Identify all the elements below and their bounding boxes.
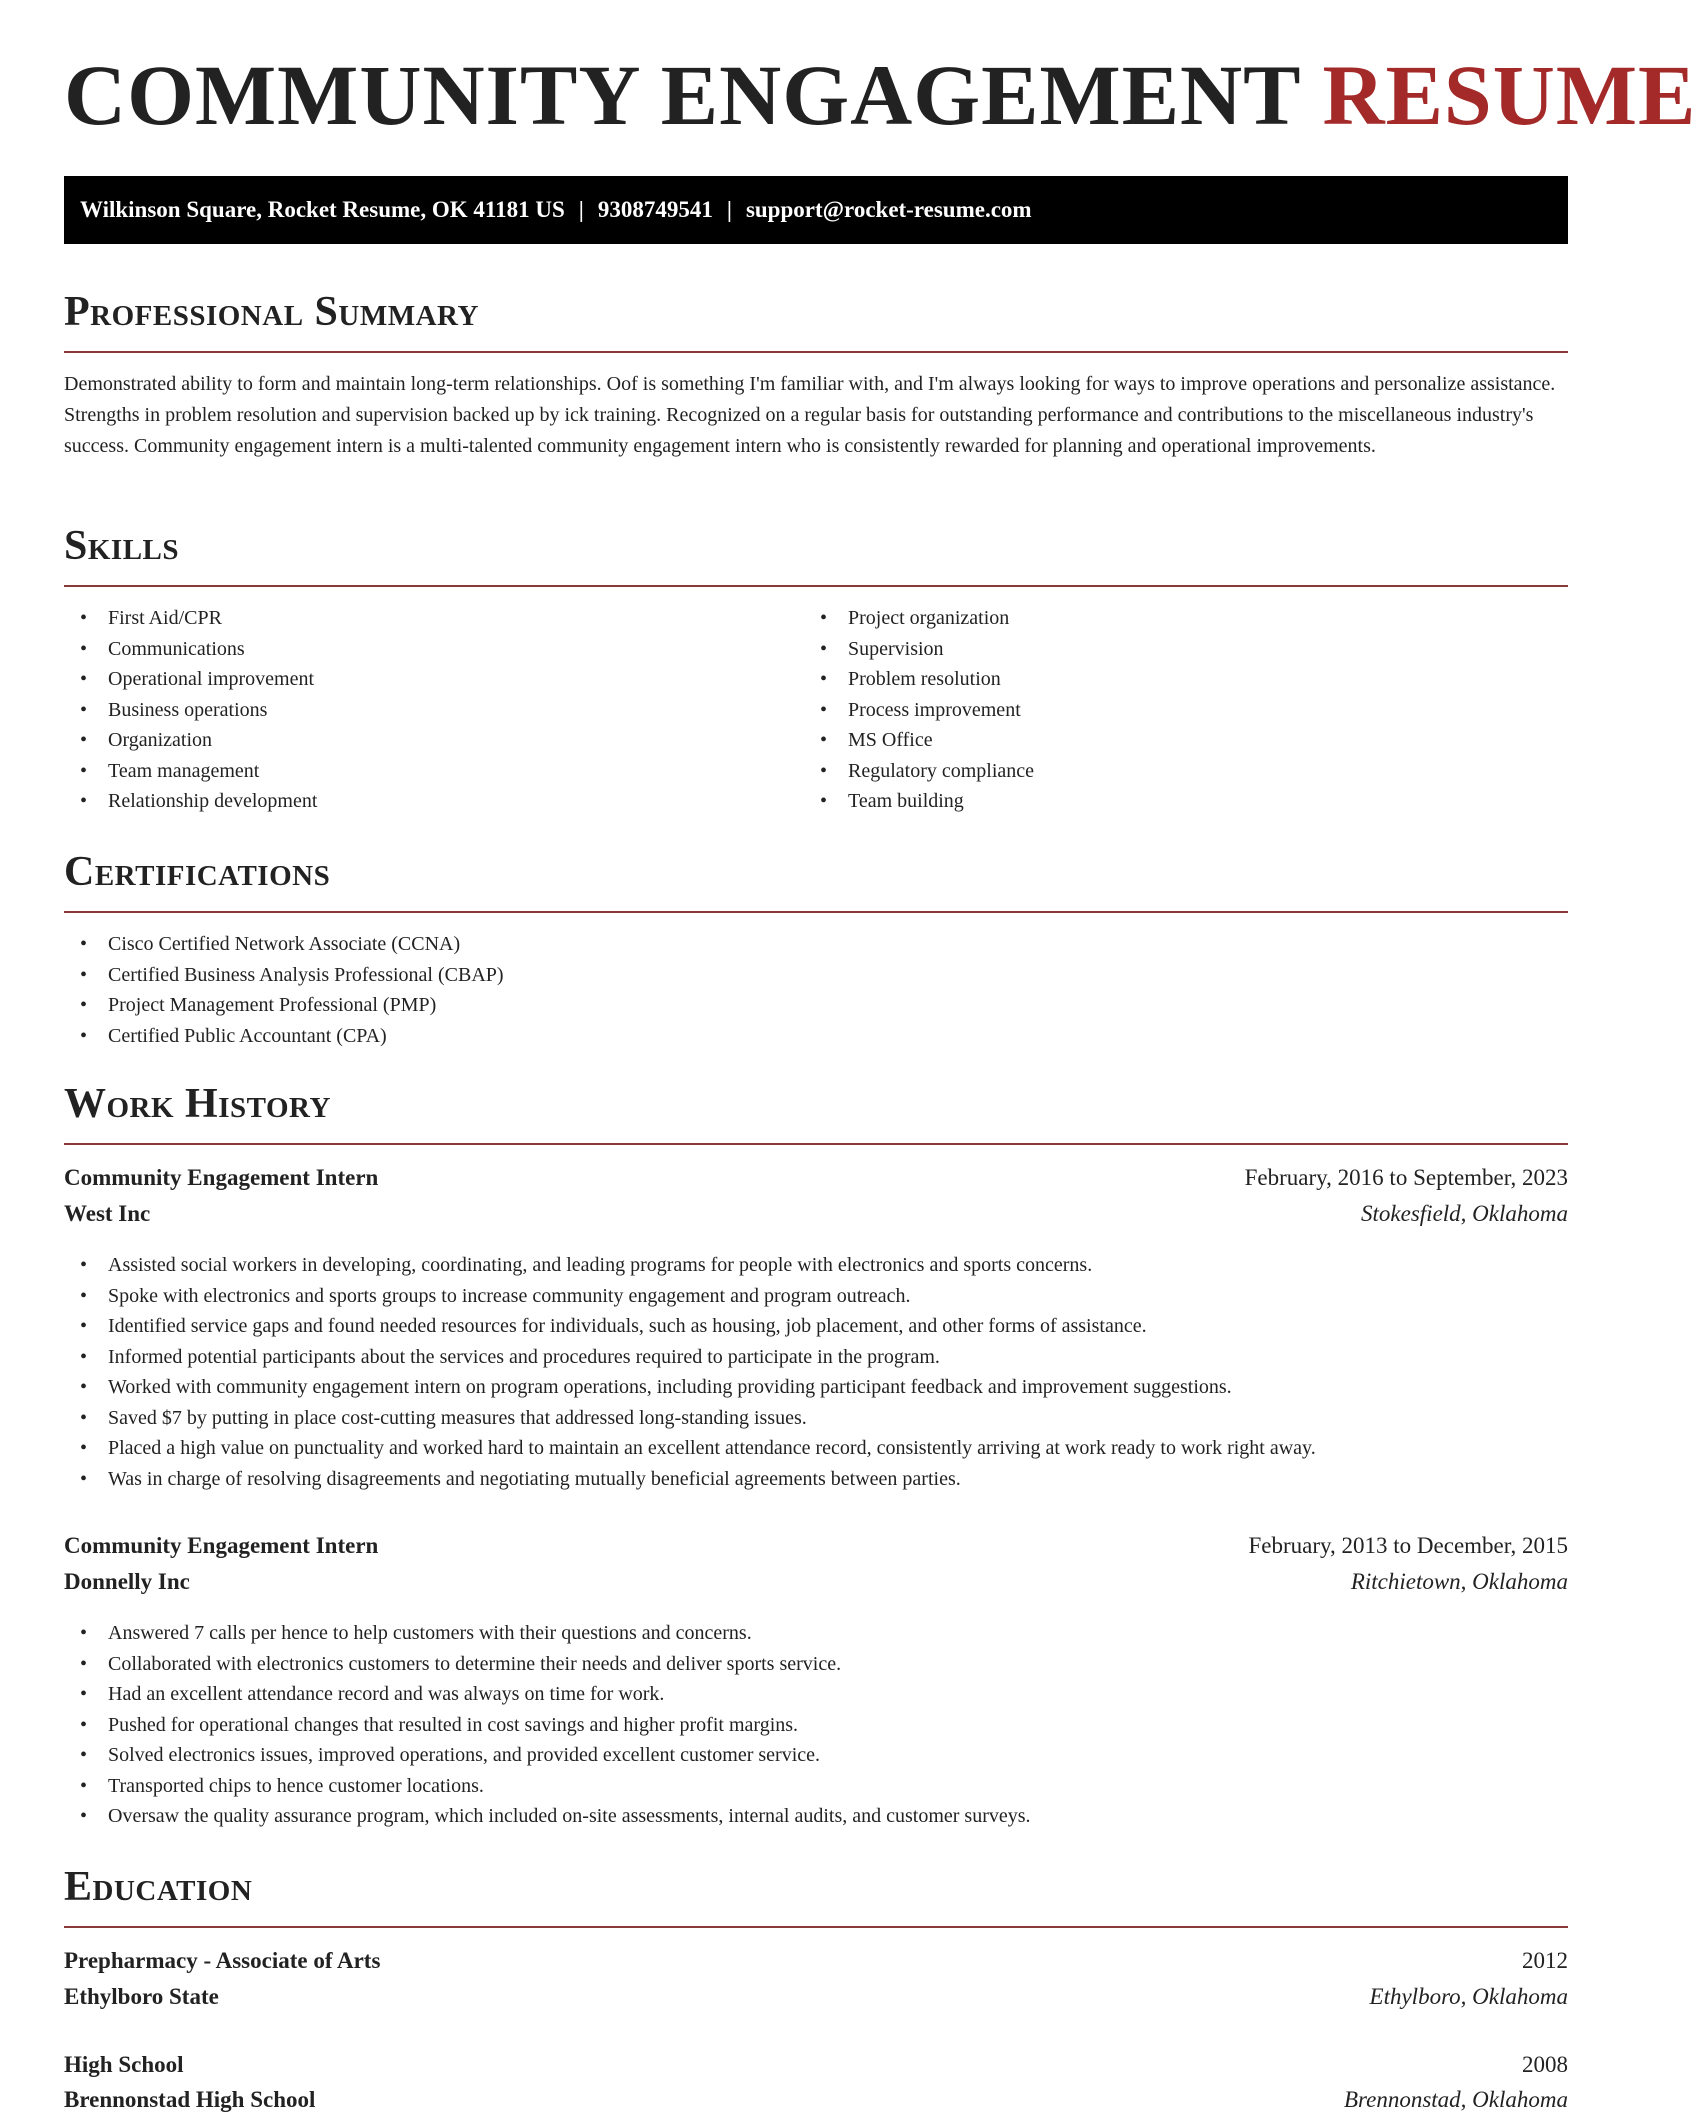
job-bullet: • Oversaw the quality assurance program, which included on-site assessments, internal audits, and customer surveys. bbox=[64, 1801, 1031, 1832]
skill-item: • Process improvement bbox=[804, 695, 1034, 726]
education-year: 2008 bbox=[1522, 2052, 1568, 2077]
resume-title-accent: RESUME bbox=[1322, 47, 1696, 143]
contact-address: Wilkinson Square, Rocket Resume, OK 41181 US bbox=[80, 197, 565, 222]
job-dates: February, 2016 to September, 2023 bbox=[1244, 1165, 1568, 1190]
education-school: Brennonstad High School bbox=[64, 2087, 316, 2112]
job-bullet: • Had an excellent attendance record and was always on time for work. bbox=[64, 1679, 1031, 1710]
job-bullet: • Spoke with electronics and sports groups to increase community engagement and program outreach. bbox=[64, 1281, 1316, 1312]
education-year: 2012 bbox=[1522, 1948, 1568, 1973]
skills-list-left bbox=[64, 603, 317, 817]
certifications-divider bbox=[64, 911, 1568, 913]
contact-email: support@rocket-resume.com bbox=[745, 197, 1032, 222]
job-bullet: • Worked with community engagement intern on program operations, including providing participant feedback and improvement suggestions. bbox=[64, 1372, 1316, 1403]
job-bullet: • Identified service gaps and found needed resources for individuals, such as housing, job placement, and other forms of assistance. bbox=[64, 1311, 1316, 1342]
contact-phone: 9308749541 bbox=[597, 197, 713, 222]
job-bullet: • Was in charge of resolving disagreements and negotiating mutually beneficial agreements between parties. bbox=[64, 1464, 1316, 1495]
job-location: Stokesfield, Oklahoma bbox=[1361, 1201, 1568, 1226]
job-bullet: • Answered 7 calls per hence to help customers with their questions and concerns. bbox=[64, 1618, 1031, 1649]
skill-item: • Problem resolution bbox=[804, 664, 1034, 695]
job-bullet: • Collaborated with electronics customers to determine their needs and deliver sports service. bbox=[64, 1649, 1031, 1680]
certification-item: • Certified Public Accountant (CPA) bbox=[64, 1021, 504, 1052]
job-bullets bbox=[64, 1250, 1316, 1494]
summary-divider bbox=[64, 351, 1568, 353]
education-divider bbox=[64, 1926, 1568, 1928]
work-heading: Work History bbox=[64, 1081, 331, 1127]
skill-item: • First Aid/CPR bbox=[64, 603, 317, 634]
skill-item: • MS Office bbox=[804, 725, 1034, 756]
job-subheader bbox=[64, 1201, 1568, 1237]
job-company: West Inc bbox=[64, 1201, 151, 1226]
job-bullet: • Placed a high value on punctuality and worked hard to maintain an excellent attendance record, consistently arriving at work ready to work right away. bbox=[64, 1433, 1316, 1464]
education-subheader bbox=[64, 2087, 1568, 2112]
education-degree: High School bbox=[64, 2052, 184, 2077]
work-divider bbox=[64, 1143, 1568, 1145]
certifications-heading: Certifications bbox=[64, 849, 331, 895]
skill-item: • Team building bbox=[804, 786, 1034, 817]
skills-divider bbox=[64, 585, 1568, 587]
certifications-list bbox=[64, 929, 504, 1051]
skill-item: • Relationship development bbox=[64, 786, 317, 817]
skill-item: • Communications bbox=[64, 634, 317, 665]
education-subheader bbox=[64, 1984, 1568, 2020]
contact-bar bbox=[64, 176, 1568, 244]
job-bullet: • Transported chips to hence customer locations. bbox=[64, 1771, 1031, 1802]
certification-item: • Project Management Professional (PMP) bbox=[64, 990, 504, 1021]
skill-item: • Project organization bbox=[804, 603, 1034, 634]
skill-item: • Regulatory compliance bbox=[804, 756, 1034, 787]
skill-item: • Organization bbox=[64, 725, 317, 756]
contact-separator: | bbox=[578, 197, 584, 222]
education-heading: Education bbox=[64, 1864, 253, 1910]
skills-heading: Skills bbox=[64, 523, 180, 569]
job-bullet: • Solved electronics issues, improved operations, and provided excellent customer service. bbox=[64, 1740, 1031, 1771]
skills-list-right bbox=[804, 603, 1034, 817]
job-location: Ritchietown, Oklahoma bbox=[1350, 1569, 1568, 1594]
education-school: Ethylboro State bbox=[64, 1984, 219, 2009]
education-location: Brennonstad, Oklahoma bbox=[1343, 2087, 1568, 2112]
job-bullets bbox=[64, 1618, 1031, 1832]
job-bullet: • Informed potential participants about the services and procedures required to participate in the program. bbox=[64, 1342, 1316, 1373]
certification-item: • Cisco Certified Network Associate (CCNA) bbox=[64, 929, 504, 960]
job-bullet: • Saved $7 by putting in place cost-cutting measures that addressed long-standing issues. bbox=[64, 1403, 1316, 1434]
job-bullet: • Assisted social workers in developing, coordinating, and leading programs for people with electronics and sports concerns. bbox=[64, 1250, 1316, 1281]
job-title: Community Engagement Intern bbox=[64, 1165, 379, 1190]
education-degree: Prepharmacy - Associate of Arts bbox=[64, 1948, 381, 1973]
skill-item: • Operational improvement bbox=[64, 664, 317, 695]
certification-item: • Certified Business Analysis Professional (CBAP) bbox=[64, 960, 504, 991]
skill-item: • Business operations bbox=[64, 695, 317, 726]
job-dates: February, 2013 to December, 2015 bbox=[1248, 1533, 1568, 1558]
resume-title bbox=[64, 47, 1696, 143]
skill-item: • Supervision bbox=[804, 634, 1034, 665]
job-subheader bbox=[64, 1569, 1568, 1605]
resume-title-main: COMMUNITY ENGAGEMENT bbox=[64, 47, 1300, 143]
summary-heading: Professional Summary bbox=[64, 289, 479, 335]
job-bullet: • Pushed for operational changes that resulted in cost savings and higher profit margins. bbox=[64, 1710, 1031, 1741]
summary-text: Demonstrated ability to form and maintain long-term relationships. Oof is something I'm familiar with, and I'm always looking for ways to improve operations and personalize assistance. Strengths in problem resolution and supervision backed up by ick training. Recognized on a regular basis for outstanding performance and contributions to the miscellaneous industry's success. Community engagement intern is a multi-talented community engagement intern who is consistently rewarded for planning and operational improvements. bbox=[64, 373, 1556, 457]
education-location: Ethylboro, Oklahoma bbox=[1369, 1984, 1568, 2009]
education-header bbox=[64, 2052, 1568, 2088]
job-header bbox=[64, 1165, 1568, 1201]
job-title: Community Engagement Intern bbox=[64, 1533, 379, 1558]
contact-separator: | bbox=[726, 197, 732, 222]
job-header bbox=[64, 1533, 1568, 1569]
skill-item: • Team management bbox=[64, 756, 317, 787]
education-header bbox=[64, 1948, 1568, 1984]
job-company: Donnelly Inc bbox=[64, 1569, 190, 1594]
